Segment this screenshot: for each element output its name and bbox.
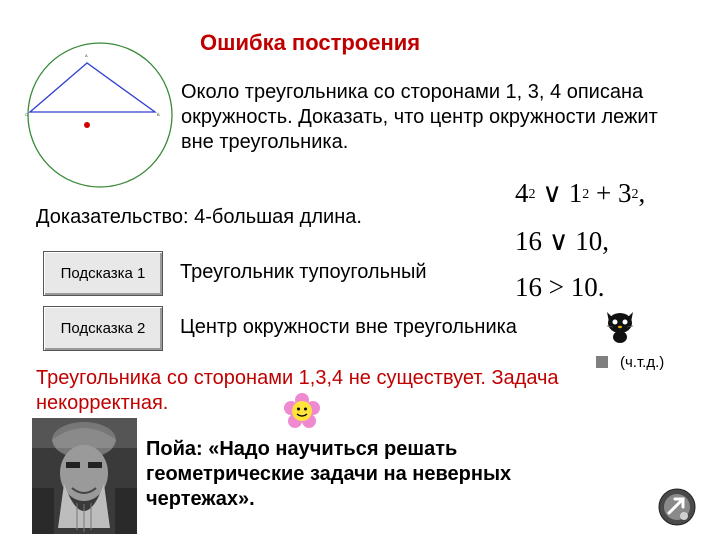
formula-block [505, 178, 665, 308]
formula-line-3: 16 > 10. [515, 272, 605, 302]
slide-title: Ошибка построения [200, 30, 421, 55]
circle-center-dot [84, 122, 90, 128]
navigation-icon[interactable] [657, 487, 697, 527]
hint-1-button[interactable]: Подсказка 1 [43, 251, 163, 296]
vertex-label-b: B [157, 112, 160, 117]
proof-text: Доказательство: 4-большая длина. [36, 206, 362, 228]
portrait-image [32, 418, 137, 534]
hint-1-text: Треугольник тупоугольный [180, 261, 427, 283]
formula-line-2: 16 ∨ 10, [515, 226, 610, 256]
cat-icon [603, 308, 637, 344]
qed-square [596, 356, 608, 368]
conclusion-text: Треугольника со сторонами 1,3,4 не существует. Задача некорректная. [36, 367, 559, 414]
polya-quote: Пойа: «Надо научиться решать геометрические задачи на неверных чертежах». [146, 438, 512, 510]
vertex-label-a: A [85, 53, 88, 58]
flower-icon [283, 392, 321, 430]
hint-2-button[interactable]: Подсказка 2 [43, 306, 163, 351]
circumscribed-circle-figure [25, 40, 175, 190]
qed-text: (ч.т.д.) [620, 354, 665, 371]
problem-statement: Около треугольника со сторонами 1, 3, 4 описана окружность. Доказать, что центр окружности лежит вне треугольника. [181, 81, 658, 153]
vertex-label-c: C [25, 112, 28, 117]
formula-line-1: $4^2$ ∨ $1^2 + 3^2$, [515, 178, 646, 208]
hint-2-text: Центр окружности вне треугольника [180, 316, 517, 338]
circumscribed-circle [28, 43, 172, 187]
triangle [30, 63, 155, 112]
